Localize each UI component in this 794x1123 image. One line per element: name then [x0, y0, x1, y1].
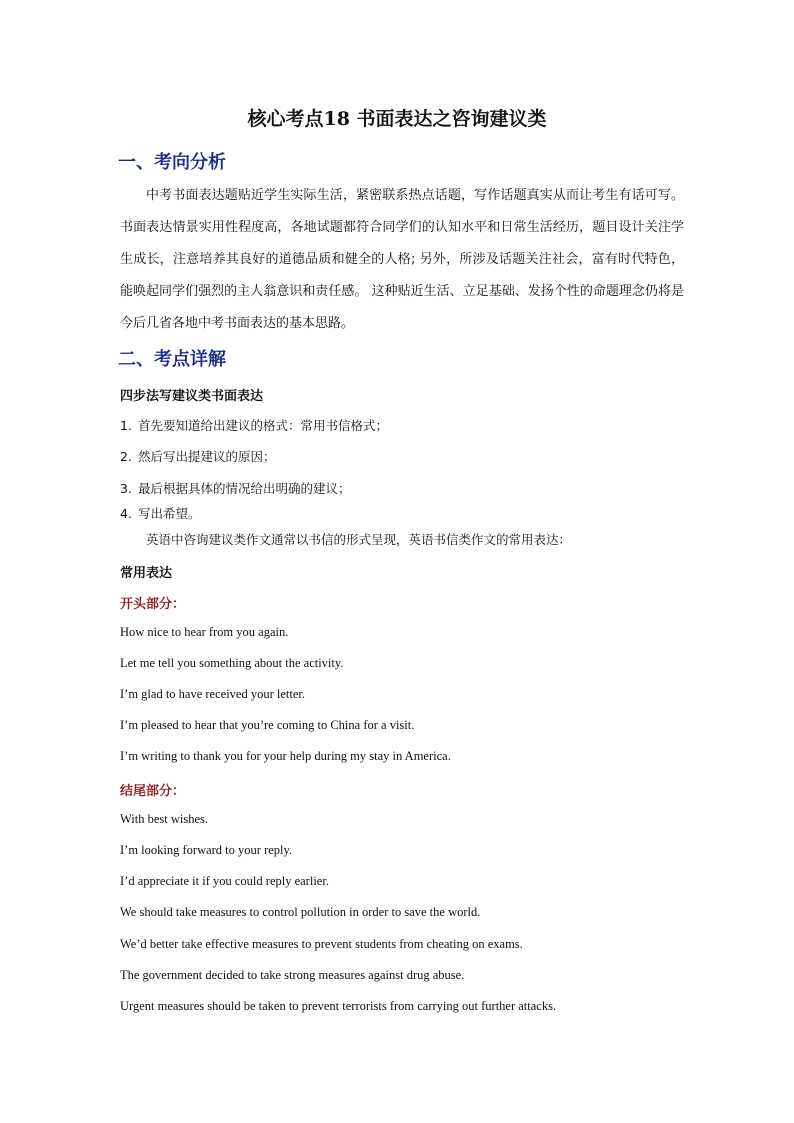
closing-expression: We should take measures to control pollution in order to save the world.	[120, 905, 481, 919]
step-number: 2.	[120, 449, 132, 464]
closing-expression: I’d appreciate it if you could reply earlier.	[120, 874, 329, 888]
step-item	[120, 504, 201, 522]
closing-expression: Urgent measures should be taken to prevent terrorists from carrying out further attacks.	[120, 999, 557, 1013]
opening-expression: Let me tell you something about the activity.	[120, 656, 344, 670]
closing-expression: I’m looking forward to your reply.	[120, 843, 293, 857]
section-heading-details: 二、考点详解	[118, 349, 226, 370]
step-text: 然后写出提建议的原因；	[138, 449, 276, 464]
opening-expression: How nice to hear from you again.	[120, 625, 289, 639]
step-item	[120, 447, 276, 465]
opening-expression: I’m glad to have received your letter.	[120, 687, 305, 701]
opening-expression: I’m writing to thank you for your help during my stay in America.	[120, 749, 451, 763]
four-steps-subheading: 四步法写建议类书面表达	[120, 389, 264, 404]
step-number: 1.	[120, 418, 132, 433]
step-number: 3.	[120, 481, 132, 496]
opening-expression: I’m pleased to hear that you’re coming to China for a visit.	[120, 718, 415, 732]
closing-expression: The government decided to take strong measures against drug abuse.	[120, 968, 465, 982]
closing-expression: With best wishes.	[120, 812, 209, 826]
closing-expression: We’d better take effective measures to prevent students from cheating on exams.	[120, 937, 523, 951]
step-text: 写出希望。	[138, 506, 201, 521]
step-item	[120, 479, 351, 497]
closing-section-label: 结尾部分：	[120, 784, 186, 799]
step-item	[120, 416, 388, 434]
analysis-paragraph: 中考书面表达题贴近学生实际生活，紧密联系热点话题，写作话题真实从而让考生有话可写。书面表达情景实用性程度高，各地试题都符合同学们的认知水平和日常生活经历，题目设计关注学生成长，注意培养其良好的道德品质和健全的人格; 另外，所涉及话题关注社会，富有时代特色，能唤起同学们强烈的主人翁意识和责任感。 这种贴近生活、立足基础、发扬个性的命题理念仍将是今后几省各地中考书面表达的基本思路。	[120, 188, 684, 331]
letter-intro-text: 英语中咨询建议类作文通常以书信的形式呈现，英语书信类作文的常用表达：	[146, 532, 572, 547]
page-title: 核心考点18 书面表达之咨询建议类	[247, 108, 547, 130]
opening-section-label: 开头部分：	[120, 597, 186, 612]
section-heading-analysis: 一、考向分析	[118, 152, 226, 173]
step-text: 首先要知道给出建议的格式：常用书信格式；	[138, 418, 389, 433]
step-number: 4.	[120, 506, 132, 521]
common-expressions-label: 常用表达	[120, 566, 173, 581]
step-text: 最后根据具体的情况给出明确的建议；	[138, 481, 351, 496]
